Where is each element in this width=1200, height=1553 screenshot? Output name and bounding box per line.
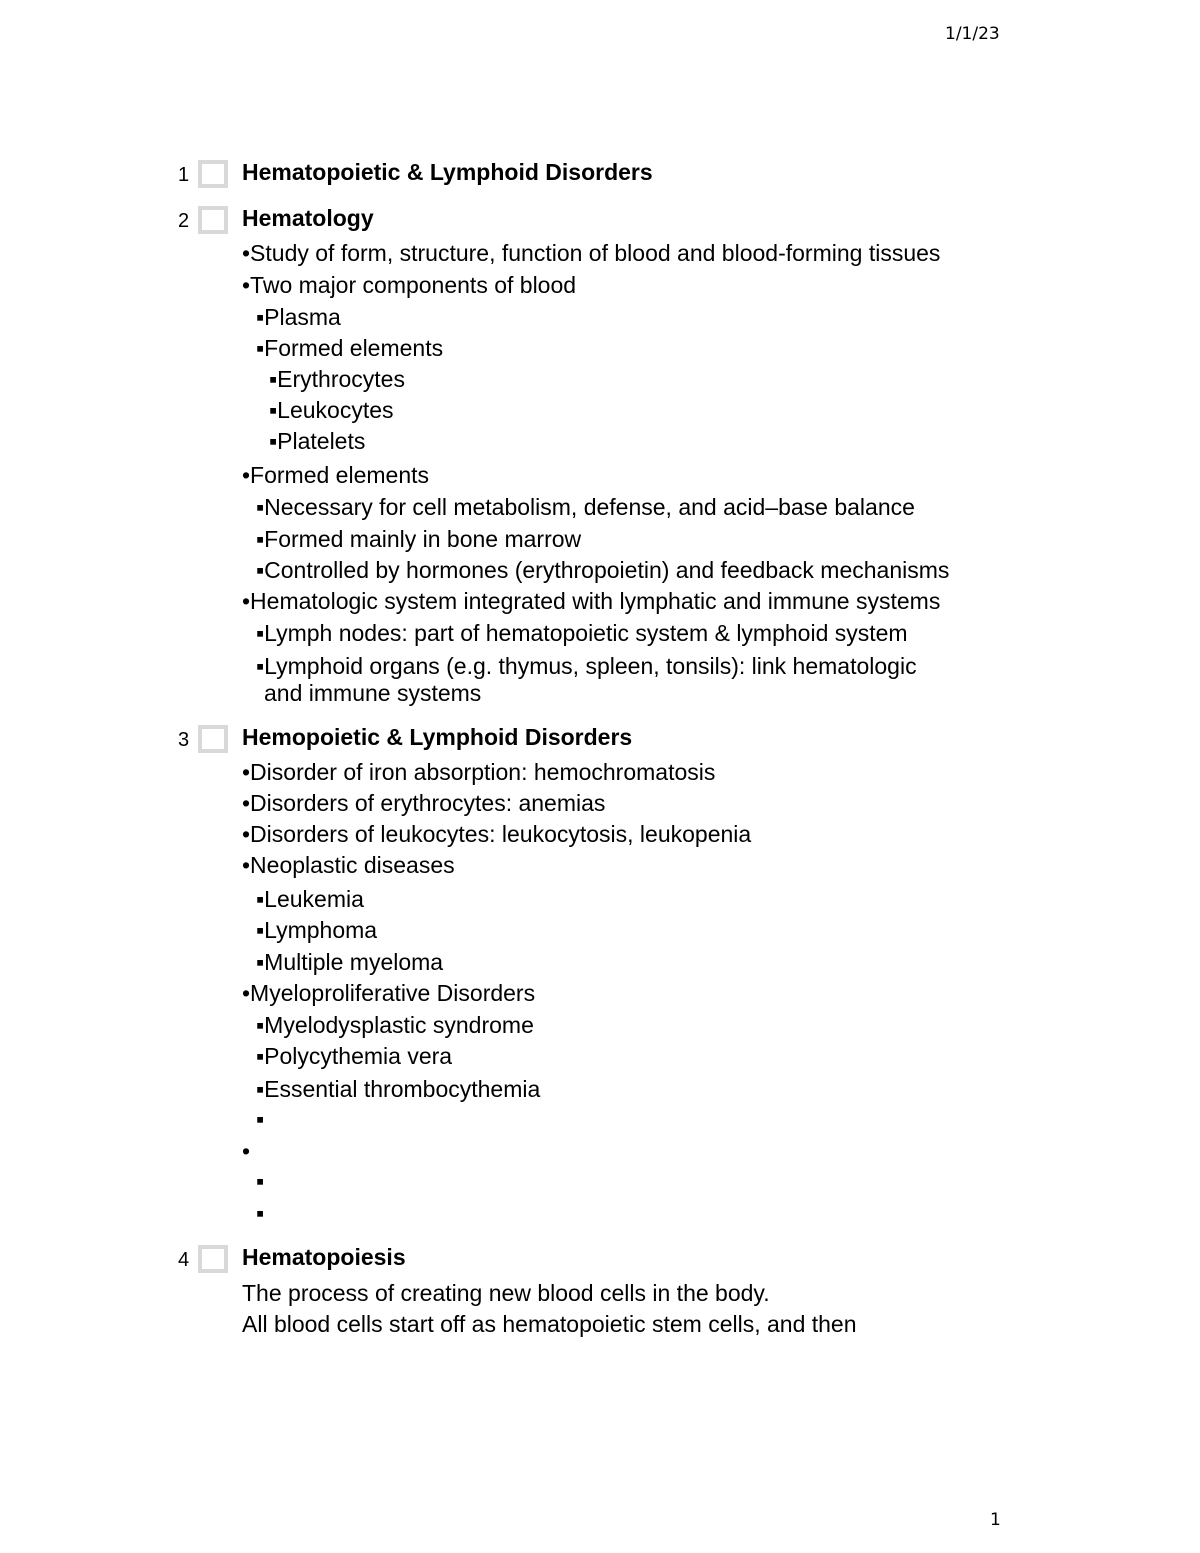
bullet-continuation: and immune systems: [264, 680, 482, 706]
slide-thumbnail[interactable]: [198, 160, 228, 188]
sub-bullet-item: ▪Lymphoma: [256, 917, 378, 943]
sub-bullet-item: ▪Essential thrombocythemia: [256, 1076, 541, 1102]
sub-bullet-item: ▪Myelodysplastic syndrome: [256, 1012, 534, 1038]
sub-sub-bullet-item: ▪Erythrocytes: [269, 366, 405, 392]
sub-bullet-item: ▪Necessary for cell metabolism, defense, and acid–base balance: [256, 494, 915, 520]
sub-bullet-item: ▪Polycythemia vera: [256, 1043, 453, 1069]
sub-bullet-item: ▪Multiple myeloma: [256, 949, 444, 975]
sub-bullet-item: ▪Controlled by hormones (erythropoietin) and feedback mechanisms: [256, 557, 950, 583]
notes-line: All blood cells start off as hematopoietic stem cells, and then: [242, 1311, 857, 1337]
bullet-item: •Hematologic system integrated with lymphatic and immune systems: [242, 588, 941, 614]
slide-number: 1: [178, 164, 190, 186]
bullet-item: •Disorders of erythrocytes: anemias: [242, 790, 606, 816]
sub-bullet-item: ▪Leukemia: [256, 886, 364, 912]
bullet-item: •Myeloproliferative Disorders: [242, 980, 536, 1006]
sub-bullet-item: ▪Plasma: [256, 304, 341, 330]
sub-sub-bullet-item: ▪Leukocytes: [269, 397, 394, 423]
slide-title: Hematopoiesis: [242, 1244, 406, 1270]
page-date: 1/1/23: [945, 24, 1000, 44]
slide-number: 2: [178, 210, 190, 232]
bullet-item: •Formed elements: [242, 462, 430, 488]
bullet-item: •Two major components of blood: [242, 272, 577, 298]
slide-title: Hemopoietic & Lymphoid Disorders: [242, 724, 633, 750]
slide-number: 4: [178, 1249, 190, 1271]
slide-title: Hematopoietic & Lymphoid Disorders: [242, 159, 653, 185]
empty-sub-bullet: ▪: [256, 1200, 265, 1226]
sub-bullet-item: ▪Formed elements: [256, 335, 444, 361]
slide-title: Hematology: [242, 205, 374, 231]
bullet-item: •Disorders of leukocytes: leukocytosis, leukopenia: [242, 821, 752, 847]
page-number: 1: [990, 1510, 1001, 1530]
slide-thumbnail[interactable]: [198, 725, 228, 753]
empty-bullet: •: [242, 1138, 251, 1164]
sub-bullet-item: ▪Lymphoid organs (e.g. thymus, spleen, tonsils): link hematologic: [256, 653, 917, 679]
sub-bullet-item: ▪Lymph nodes: part of hematopoietic system & lymphoid system: [256, 620, 908, 646]
bullet-item: •Disorder of iron absorption: hemochromatosis: [242, 759, 716, 785]
bullet-item: •Neoplastic diseases: [242, 852, 455, 878]
slide-thumbnail[interactable]: [198, 206, 228, 234]
bullet-item: •Study of form, structure, function of blood and blood-forming tissues: [242, 240, 941, 266]
sub-sub-bullet-item: ▪Platelets: [269, 428, 366, 454]
notes-line: The process of creating new blood cells in the body.: [242, 1280, 770, 1306]
slide-thumbnail[interactable]: [198, 1245, 228, 1273]
empty-sub-bullet: ▪: [256, 1168, 265, 1194]
empty-sub-bullet: ▪: [256, 1106, 265, 1132]
sub-bullet-item: ▪Formed mainly in bone marrow: [256, 526, 582, 552]
slide-number: 3: [178, 729, 190, 751]
